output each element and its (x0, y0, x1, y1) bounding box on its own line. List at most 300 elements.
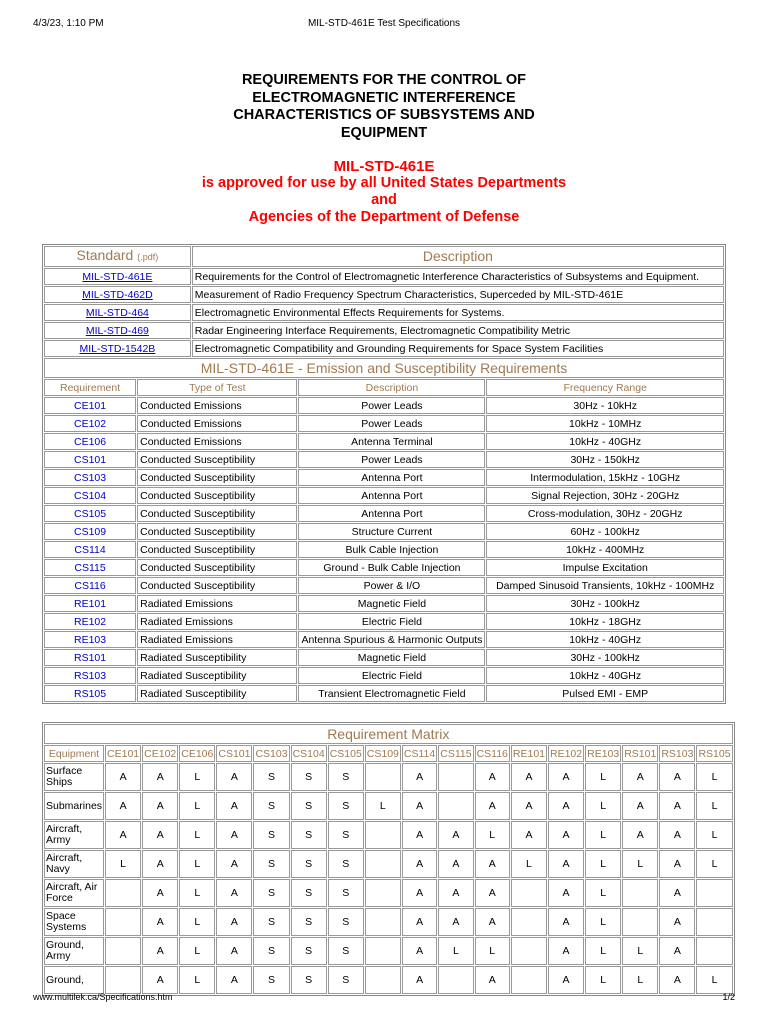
test-description: Power & I/O (298, 577, 485, 594)
requirement-row (44, 595, 724, 612)
matrix-row (44, 879, 733, 907)
matrix-cell: L (475, 937, 510, 965)
requirement-row (44, 469, 724, 486)
matrix-cell (365, 879, 401, 907)
matrix-cell: A (142, 908, 178, 936)
matrix-cell (105, 908, 141, 936)
document-title (0, 72, 768, 142)
matrix-column-header: CS101 (216, 745, 252, 762)
matrix-cell (438, 763, 473, 791)
matrix-cell: S (328, 850, 364, 878)
matrix-cell: A (216, 821, 252, 849)
matrix-cell (438, 966, 473, 994)
matrix-column-header: CS104 (291, 745, 327, 762)
requirement-code: CS104 (44, 487, 136, 504)
matrix-cell: A (659, 937, 695, 965)
matrix-cell (622, 908, 658, 936)
approval-line: and (371, 192, 397, 208)
requirement-matrix (42, 722, 735, 996)
matrix-row (44, 908, 733, 936)
matrix-column-header: Equipment (44, 745, 104, 762)
matrix-cell: S (253, 763, 289, 791)
matrix-title: Requirement Matrix (44, 724, 733, 744)
matrix-cell: A (438, 821, 473, 849)
matrix-cell (438, 792, 473, 820)
standard-row (44, 322, 724, 339)
matrix-row (44, 763, 733, 791)
requirement-row (44, 649, 724, 666)
matrix-cell: L (585, 763, 621, 791)
matrix-cell: L (179, 763, 215, 791)
page-number: 1/2 (722, 992, 735, 1002)
test-type: Radiated Emissions (137, 631, 297, 648)
test-type: Conducted Susceptibility (137, 541, 297, 558)
matrix-cell: S (328, 966, 364, 994)
matrix-row (44, 850, 733, 878)
requirement-row (44, 415, 724, 432)
matrix-cell (511, 966, 547, 994)
requirement-code: RS101 (44, 649, 136, 666)
matrix-cell: A (216, 850, 252, 878)
standard-link[interactable]: MIL-STD-464 (85, 306, 149, 319)
matrix-cell: S (328, 879, 364, 907)
standard-row (44, 286, 724, 303)
frequency-range: Cross-modulation, 30Hz - 20GHz (486, 505, 724, 522)
matrix-cell: A (511, 821, 547, 849)
test-type: Radiated Emissions (137, 595, 297, 612)
matrix-cell (105, 966, 141, 994)
test-description: Antenna Port (298, 469, 485, 486)
matrix-column-header: CE102 (142, 745, 178, 762)
matrix-cell: A (142, 792, 178, 820)
frequency-range: Signal Rejection, 30Hz - 20GHz (486, 487, 724, 504)
requirement-code: CS105 (44, 505, 136, 522)
matrix-cell: L (622, 966, 658, 994)
matrix-cell: L (179, 850, 215, 878)
matrix-column-header: CS103 (253, 745, 289, 762)
test-type: Radiated Emissions (137, 613, 297, 630)
frequency-range: 10kHz - 400MHz (486, 541, 724, 558)
matrix-cell (696, 879, 732, 907)
matrix-cell: S (328, 821, 364, 849)
matrix-cell: A (548, 850, 584, 878)
standard-cell (44, 322, 191, 339)
requirement-row (44, 541, 724, 558)
requirement-code: CE106 (44, 433, 136, 450)
matrix-cell: L (179, 879, 215, 907)
matrix-cell: A (659, 763, 695, 791)
matrix-row (44, 821, 733, 849)
matrix-cell: S (253, 792, 289, 820)
requirement-row (44, 487, 724, 504)
matrix-cell: L (179, 937, 215, 965)
requirement-row (44, 397, 724, 414)
matrix-row (44, 792, 733, 820)
matrix-cell: A (216, 763, 252, 791)
equipment-cell: Space Systems (44, 908, 104, 936)
matrix-cell: S (253, 850, 289, 878)
matrix-cell: L (365, 792, 401, 820)
equipment-cell: Ground, Army (44, 937, 104, 965)
print-page-title: MIL-STD-461E Test Specifications (307, 18, 461, 29)
matrix-cell: L (696, 763, 732, 791)
matrix-column-header: RE103 (585, 745, 621, 762)
matrix-cell: L (622, 937, 658, 965)
matrix-cell (365, 821, 401, 849)
requirement-row (44, 505, 724, 522)
matrix-column-header: RS101 (622, 745, 658, 762)
test-type: Conducted Susceptibility (137, 577, 297, 594)
matrix-cell: L (585, 966, 621, 994)
matrix-cell: A (142, 821, 178, 849)
test-description: Transient Electromagnetic Field (298, 685, 485, 702)
matrix-cell: L (585, 908, 621, 936)
matrix-cell: L (585, 879, 621, 907)
requirement-code: CS114 (44, 541, 136, 558)
matrix-cell: A (659, 821, 695, 849)
matrix-cell: L (511, 850, 547, 878)
page-url: www.multilek.ca/Specifications.htm (33, 992, 173, 1002)
matrix-cell: A (402, 763, 437, 791)
matrix-cell: L (585, 792, 621, 820)
matrix-cell: A (622, 763, 658, 791)
matrix-cell: A (622, 792, 658, 820)
matrix-cell: A (402, 879, 437, 907)
requirement-code: RE102 (44, 613, 136, 630)
standard-cell (44, 286, 191, 303)
test-type: Conducted Emissions (137, 397, 297, 414)
type-column-header: Type of Test (137, 379, 297, 396)
matrix-cell: A (548, 879, 584, 907)
matrix-cell (365, 763, 401, 791)
standards-table (42, 244, 726, 704)
frequency-range: 10kHz - 40GHz (486, 433, 724, 450)
matrix-cell: A (438, 908, 473, 936)
standard-description: Measurement of Radio Frequency Spectrum Characteristics, Superceded by MIL-STD-461E (192, 286, 724, 303)
matrix-column-header: CE106 (179, 745, 215, 762)
frequency-range: 10kHz - 40GHz (486, 667, 724, 684)
matrix-cell: L (105, 850, 141, 878)
matrix-cell: S (291, 763, 327, 791)
matrix-cell: S (291, 937, 327, 965)
test-description: Antenna Spurious & Harmonic Outputs (298, 631, 485, 648)
matrix-cell: S (291, 792, 327, 820)
matrix-cell (511, 937, 547, 965)
matrix-cell: S (253, 966, 289, 994)
matrix-row (44, 937, 733, 965)
requirements-section-title: MIL-STD-461E - Emission and Susceptibility Requirements (44, 358, 724, 378)
requirement-code: RE101 (44, 595, 136, 612)
title-line: CHARACTERISTICS OF SUBSYSTEMS AND (233, 107, 535, 123)
matrix-cell: A (659, 966, 695, 994)
requirement-row (44, 523, 724, 540)
test-description: Power Leads (298, 451, 485, 468)
standard-row (44, 340, 724, 357)
requirement-code: CS115 (44, 559, 136, 576)
matrix-cell: S (291, 908, 327, 936)
matrix-cell: A (216, 937, 252, 965)
standard-description: Radar Engineering Interface Requirements, Electromagnetic Compatibility Metric (192, 322, 724, 339)
equipment-cell: Aircraft, Navy (44, 850, 104, 878)
matrix-cell: A (548, 821, 584, 849)
frequency-range: 10kHz - 40GHz (486, 631, 724, 648)
matrix-cell: A (402, 937, 437, 965)
matrix-cell (696, 908, 732, 936)
matrix-cell: L (475, 821, 510, 849)
test-description: Magnetic Field (298, 595, 485, 612)
matrix-cell: S (328, 908, 364, 936)
matrix-cell: L (585, 821, 621, 849)
test-description: Structure Current (298, 523, 485, 540)
test-type: Conducted Susceptibility (137, 451, 297, 468)
matrix-cell: A (475, 966, 510, 994)
matrix-cell (622, 879, 658, 907)
title-line: EQUIPMENT (340, 124, 428, 141)
requirement-code: CS109 (44, 523, 136, 540)
matrix-cell: S (253, 879, 289, 907)
matrix-cell: L (696, 850, 732, 878)
matrix-cell: S (291, 879, 327, 907)
matrix-column-header: CS116 (475, 745, 510, 762)
matrix-cell: S (253, 908, 289, 936)
matrix-cell: A (475, 908, 510, 936)
matrix-cell: L (696, 966, 732, 994)
test-description: Antenna Port (298, 487, 485, 504)
matrix-cell: A (548, 937, 584, 965)
test-description: Magnetic Field (298, 649, 485, 666)
requirement-row (44, 613, 724, 630)
standard-row (44, 304, 724, 321)
matrix-cell: L (179, 821, 215, 849)
matrix-cell: A (475, 763, 510, 791)
matrix-cell: A (105, 792, 141, 820)
test-type: Conducted Emissions (137, 415, 297, 432)
matrix-cell: S (291, 821, 327, 849)
requirement-code: RE103 (44, 631, 136, 648)
matrix-column-header: CE101 (105, 745, 141, 762)
standard-link[interactable]: MIL-STD-461E (82, 270, 153, 283)
matrix-cell: L (696, 792, 732, 820)
requirement-row (44, 559, 724, 576)
description-column-header: Description (298, 379, 485, 396)
matrix-cell: A (105, 821, 141, 849)
test-type: Conducted Susceptibility (137, 523, 297, 540)
matrix-cell: A (402, 792, 437, 820)
equipment-cell: Ground, (44, 966, 104, 994)
equipment-cell: Submarines (44, 792, 104, 820)
matrix-cell: A (659, 879, 695, 907)
frequency-range: Damped Sinusoid Transients, 10kHz - 100MHz (486, 577, 724, 594)
matrix-row (44, 966, 733, 994)
matrix-column-header: RE102 (548, 745, 584, 762)
requirement-code: RS105 (44, 685, 136, 702)
test-description: Antenna Terminal (298, 433, 485, 450)
frequency-column-header: Frequency Range (486, 379, 724, 396)
matrix-cell (105, 879, 141, 907)
print-footer (33, 992, 735, 1006)
requirement-row (44, 577, 724, 594)
matrix-cell: A (548, 763, 584, 791)
test-type: Conducted Emissions (137, 433, 297, 450)
standard-cell (44, 304, 191, 321)
frequency-range: 30Hz - 100kHz (486, 595, 724, 612)
matrix-cell: A (142, 937, 178, 965)
requirement-code: CE101 (44, 397, 136, 414)
print-header (33, 18, 735, 32)
equipment-cell: Surface Ships (44, 763, 104, 791)
matrix-cell: S (253, 821, 289, 849)
test-type: Radiated Susceptibility (137, 667, 297, 684)
standard-row (44, 268, 724, 285)
matrix-cell (365, 966, 401, 994)
matrix-cell: S (328, 937, 364, 965)
standard-link[interactable]: MIL-STD-1542B (79, 342, 156, 355)
matrix-cell: S (291, 850, 327, 878)
standard-column-header: Standard (.pdf) (44, 246, 191, 267)
title-line: ELECTROMAGNETIC INTERFERENCE (252, 89, 516, 106)
matrix-column-header: CS114 (402, 745, 437, 762)
standard-link[interactable]: MIL-STD-469 (85, 324, 149, 337)
matrix-cell: L (179, 966, 215, 994)
matrix-cell: A (142, 850, 178, 878)
test-description: Electric Field (298, 613, 485, 630)
matrix-cell: A (659, 850, 695, 878)
requirement-code: RS103 (44, 667, 136, 684)
requirement-code: CS116 (44, 577, 136, 594)
test-type: Radiated Susceptibility (137, 649, 297, 666)
matrix-cell: A (402, 850, 437, 878)
test-type: Conducted Susceptibility (137, 505, 297, 522)
matrix-cell: L (696, 821, 732, 849)
matrix-cell (696, 937, 732, 965)
matrix-cell: A (438, 879, 473, 907)
matrix-cell: S (291, 966, 327, 994)
matrix-cell: A (216, 792, 252, 820)
standard-link[interactable]: MIL-STD-462D (82, 288, 153, 301)
matrix-cell: S (328, 763, 364, 791)
standard-description: Electromagnetic Environmental Effects Requirements for Systems. (192, 304, 724, 321)
matrix-cell: L (179, 792, 215, 820)
matrix-cell: A (216, 879, 252, 907)
matrix-cell: A (659, 908, 695, 936)
equipment-cell: Aircraft, Air Force (44, 879, 104, 907)
requirement-code: CE102 (44, 415, 136, 432)
requirement-row (44, 631, 724, 648)
matrix-column-header: CS109 (365, 745, 401, 762)
requirement-row (44, 685, 724, 702)
description-column-header: Description (192, 246, 724, 267)
matrix-column-header: CS105 (328, 745, 364, 762)
matrix-column-header: CS115 (438, 745, 473, 762)
matrix-cell: A (475, 850, 510, 878)
matrix-cell: A (475, 879, 510, 907)
matrix-cell: L (585, 850, 621, 878)
matrix-cell: L (438, 937, 473, 965)
test-type: Conducted Susceptibility (137, 559, 297, 576)
standard-description: Electromagnetic Compatibility and Grounding Requirements for Space System Facilities (192, 340, 724, 357)
matrix-cell (365, 850, 401, 878)
approval-notice (0, 158, 768, 226)
matrix-cell (365, 908, 401, 936)
requirement-code: CS103 (44, 469, 136, 486)
matrix-cell: A (402, 821, 437, 849)
test-description: Ground - Bulk Cable Injection (298, 559, 485, 576)
frequency-range: 10kHz - 18GHz (486, 613, 724, 630)
frequency-range: 10kHz - 10MHz (486, 415, 724, 432)
equipment-cell: Aircraft, Army (44, 821, 104, 849)
matrix-cell: L (585, 937, 621, 965)
frequency-range: 60Hz - 100kHz (486, 523, 724, 540)
matrix-cell: S (253, 937, 289, 965)
test-description: Power Leads (298, 397, 485, 414)
matrix-cell: A (438, 850, 473, 878)
matrix-cell: A (105, 763, 141, 791)
matrix-cell: S (328, 792, 364, 820)
matrix-cell: A (659, 792, 695, 820)
matrix-cell: L (179, 908, 215, 936)
requirement-code: CS101 (44, 451, 136, 468)
matrix-cell: A (402, 908, 437, 936)
matrix-cell: A (142, 966, 178, 994)
test-type: Conducted Susceptibility (137, 469, 297, 486)
requirement-row (44, 451, 724, 468)
frequency-range: Pulsed EMI - EMP (486, 685, 724, 702)
approval-line: Agencies of the Department of Defense (248, 209, 520, 225)
matrix-cell (511, 908, 547, 936)
frequency-range: 30Hz - 10kHz (486, 397, 724, 414)
matrix-cell: A (511, 763, 547, 791)
test-description: Power Leads (298, 415, 485, 432)
test-description: Electric Field (298, 667, 485, 684)
matrix-cell (511, 879, 547, 907)
matrix-cell (365, 937, 401, 965)
matrix-column-header: RS103 (659, 745, 695, 762)
standard-description: Requirements for the Control of Electromagnetic Interference Characteristics of Subsystems and Equipment. (192, 268, 724, 285)
matrix-cell (105, 937, 141, 965)
matrix-cell: A (216, 908, 252, 936)
frequency-range: 30Hz - 150kHz (486, 451, 724, 468)
frequency-range: Impulse Excitation (486, 559, 724, 576)
matrix-cell: A (475, 792, 510, 820)
matrix-cell: A (142, 763, 178, 791)
requirement-row (44, 667, 724, 684)
test-description: Bulk Cable Injection (298, 541, 485, 558)
matrix-cell: A (142, 879, 178, 907)
matrix-cell: A (622, 821, 658, 849)
frequency-range: 30Hz - 100kHz (486, 649, 724, 666)
requirement-row (44, 433, 724, 450)
standard-cell (44, 340, 191, 357)
matrix-cell: A (548, 966, 584, 994)
test-description: Antenna Port (298, 505, 485, 522)
matrix-cell: A (548, 792, 584, 820)
matrix-column-header: RS105 (696, 745, 732, 762)
title-line: REQUIREMENTS FOR THE CONTROL OF (241, 72, 527, 88)
matrix-cell: A (402, 966, 437, 994)
standard-cell (44, 268, 191, 285)
matrix-cell: L (622, 850, 658, 878)
matrix-column-header: RE101 (511, 745, 547, 762)
requirement-column-header: Requirement (44, 379, 136, 396)
test-type: Radiated Susceptibility (137, 685, 297, 702)
frequency-range: Intermodulation, 15kHz - 10GHz (486, 469, 724, 486)
approval-line: is approved for use by all United States Departments (201, 175, 567, 191)
approval-line: MIL-STD-461E (333, 158, 435, 175)
test-type: Conducted Susceptibility (137, 487, 297, 504)
matrix-cell: A (216, 966, 252, 994)
print-datetime: 4/3/23, 1:10 PM (33, 18, 104, 29)
matrix-cell: A (548, 908, 584, 936)
